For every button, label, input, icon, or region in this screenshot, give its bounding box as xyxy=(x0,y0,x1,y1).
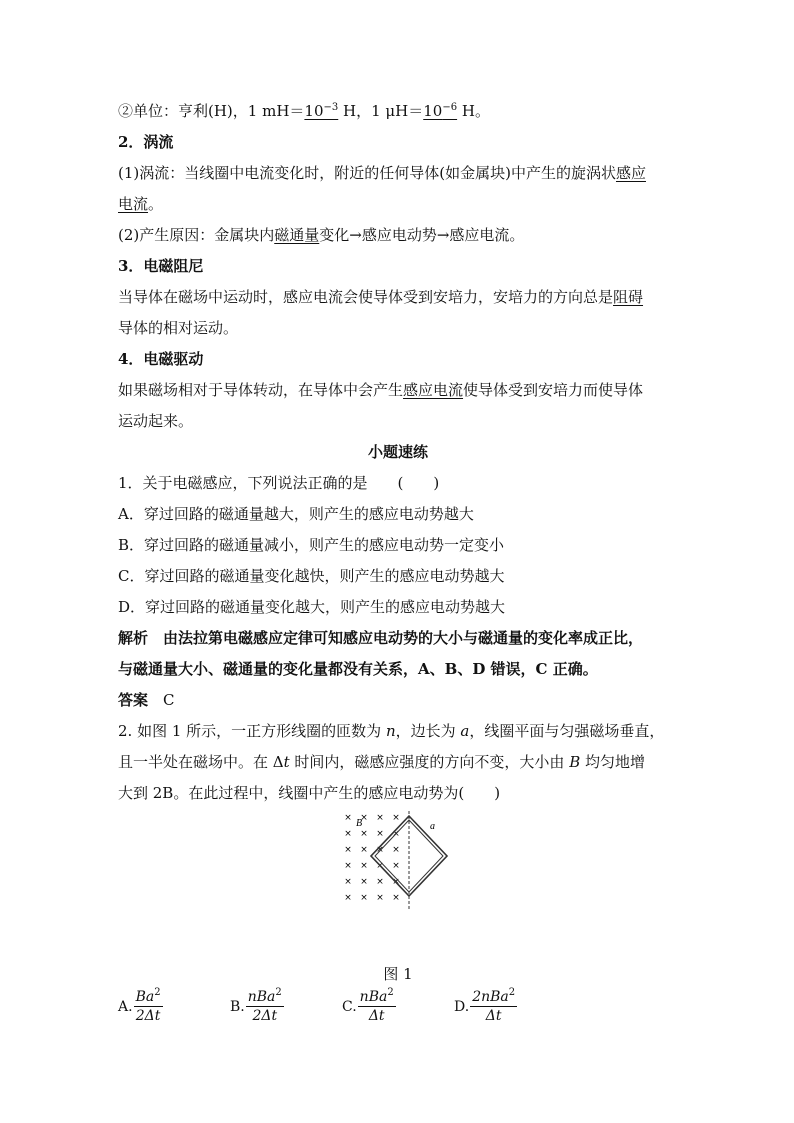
eddy-current-definition: (1)涡流：当线圈中电流变化时，附近的任何导体(如金属块)中产生的旋涡状感应 xyxy=(118,164,646,182)
field-cross-mark: × xyxy=(360,829,368,839)
field-cross-mark: × xyxy=(376,893,384,903)
question-2-option-b: B. $\frac{nBa^2}{2\Delta t}$ xyxy=(230,987,282,1024)
question-1-option-d: D．穿过回路的磁通量变化越大，则产生的感应电动势越大 xyxy=(118,598,506,616)
drive-text: 如果磁场相对于导体转动，在导体中会产生感应电流使导体受到安培力而使导体 xyxy=(118,381,644,399)
field-cross-mark: × xyxy=(360,813,368,823)
fraction: $\frac{nBa^2}{\Delta t}$ xyxy=(359,987,394,1024)
question-1-option-a: A．穿过回路的磁通量越大，则产生的感应电动势越大 xyxy=(118,505,474,523)
drive-text-cont: 运动起来。 xyxy=(118,412,194,430)
field-cross-mark: × xyxy=(344,861,352,871)
field-cross-mark: × xyxy=(392,813,400,823)
field-cross-mark: × xyxy=(344,813,352,823)
practice-heading: 小题速练 xyxy=(367,443,428,461)
figure-caption: 图 1 xyxy=(383,965,413,983)
field-cross-mark: × xyxy=(392,877,400,887)
field-cross-mark: × xyxy=(392,829,400,839)
fraction: $\frac{nBa^2}{2\Delta t}$ xyxy=(247,987,282,1024)
question-1-option-c: C．穿过回路的磁通量变化越快，则产生的感应电动势越大 xyxy=(118,567,505,585)
field-cross-mark: × xyxy=(376,829,384,839)
eddy-current-cause: (2)产生原因：金属块内磁通量变化→感应电动势→感应电流。 xyxy=(118,226,525,244)
fraction: $\frac{Ba^2}{2\Delta t}$ xyxy=(135,987,161,1024)
question-1-stem: 1．关于电磁感应，下列说法正确的是 ( ) xyxy=(118,474,440,492)
question-2-line-3: 大到 2B。在此过程中，线圈中产生的感应电动势为( ) xyxy=(118,784,501,802)
field-cross-mark: × xyxy=(344,829,352,839)
field-cross-mark: × xyxy=(344,893,352,903)
field-cross-mark: × xyxy=(392,861,400,871)
field-cross-mark: × xyxy=(360,877,368,887)
question-1-analysis-cont: 与磁通量大小、磁通量的变化量都没有关系，A、B、D 错误，C 正确。 xyxy=(118,660,598,678)
field-label-b: B xyxy=(356,818,363,829)
field-cross-mark: × xyxy=(376,845,384,855)
question-2-option-c: C. $\frac{nBa^2}{\Delta t}$ xyxy=(342,987,394,1024)
inductance-unit-line: ②单位：亨利(H)，1 $mH=10^{-3}$ H，1 $\mu H=10^{-6}$ H。 xyxy=(118,102,490,120)
section-eddy-current-title: 2．涡流 xyxy=(118,133,174,151)
field-cross-mark: × xyxy=(360,893,368,903)
document-page xyxy=(118,96,678,1025)
section-drive-title: 4．电磁驱动 xyxy=(118,350,204,368)
field-cross-mark: × xyxy=(376,813,384,823)
fraction: $\frac{2nBa^2}{\Delta t}$ xyxy=(472,987,516,1024)
field-cross-mark: × xyxy=(344,877,352,887)
question-2-line-2: 且一半处在磁场中。在 Δt 时间内，磁感应强度的方向不变，大小由 B 均匀地增 xyxy=(118,753,645,771)
eddy-current-definition-cont: 电流。 xyxy=(118,195,164,213)
question-1-option-b: B．穿过回路的磁通量减小，则产生的感应电动势一定变小 xyxy=(118,536,505,554)
coil-diagram xyxy=(340,811,450,911)
field-cross-mark: × xyxy=(392,845,400,855)
field-cross-mark: × xyxy=(360,845,368,855)
field-cross-mark: × xyxy=(376,861,384,871)
field-cross-mark: × xyxy=(392,893,400,903)
section-damping-title: 3．电磁阻尼 xyxy=(118,257,204,275)
question-2-line-1: 2. 如图 1 所示，一正方形线圈的匝数为 n，边长为 a，线圈平面与匀强磁场垂直， xyxy=(118,722,665,740)
question-1-analysis: 解析 由法拉第电磁感应定律可知感应电动势的大小与磁通量的变化率成正比， xyxy=(118,629,644,647)
question-1-answer: 答案 C xyxy=(118,691,175,709)
uh-value: $10^{-6}$ xyxy=(423,102,458,120)
figure-1-magnetic-field-coil xyxy=(118,809,678,959)
question-2-option-d: D. $\frac{2nBa^2}{\Delta t}$ xyxy=(454,987,516,1024)
side-length-label-a: a xyxy=(430,821,435,832)
question-2-option-a: A. $\frac{Ba^2}{2\Delta t}$ xyxy=(118,987,161,1024)
field-cross-mark: × xyxy=(344,845,352,855)
mh-value: $10^{-3}$ xyxy=(304,102,339,120)
damping-text-cont: 导体的相对运动。 xyxy=(118,319,239,337)
damping-text: 当导体在磁场中运动时，感应电流会使导体受到安培力，安培力的方向总是阻碍 xyxy=(118,288,644,306)
field-cross-mark: × xyxy=(360,861,368,871)
field-cross-mark: × xyxy=(376,877,384,887)
question-2-options xyxy=(118,989,678,1025)
